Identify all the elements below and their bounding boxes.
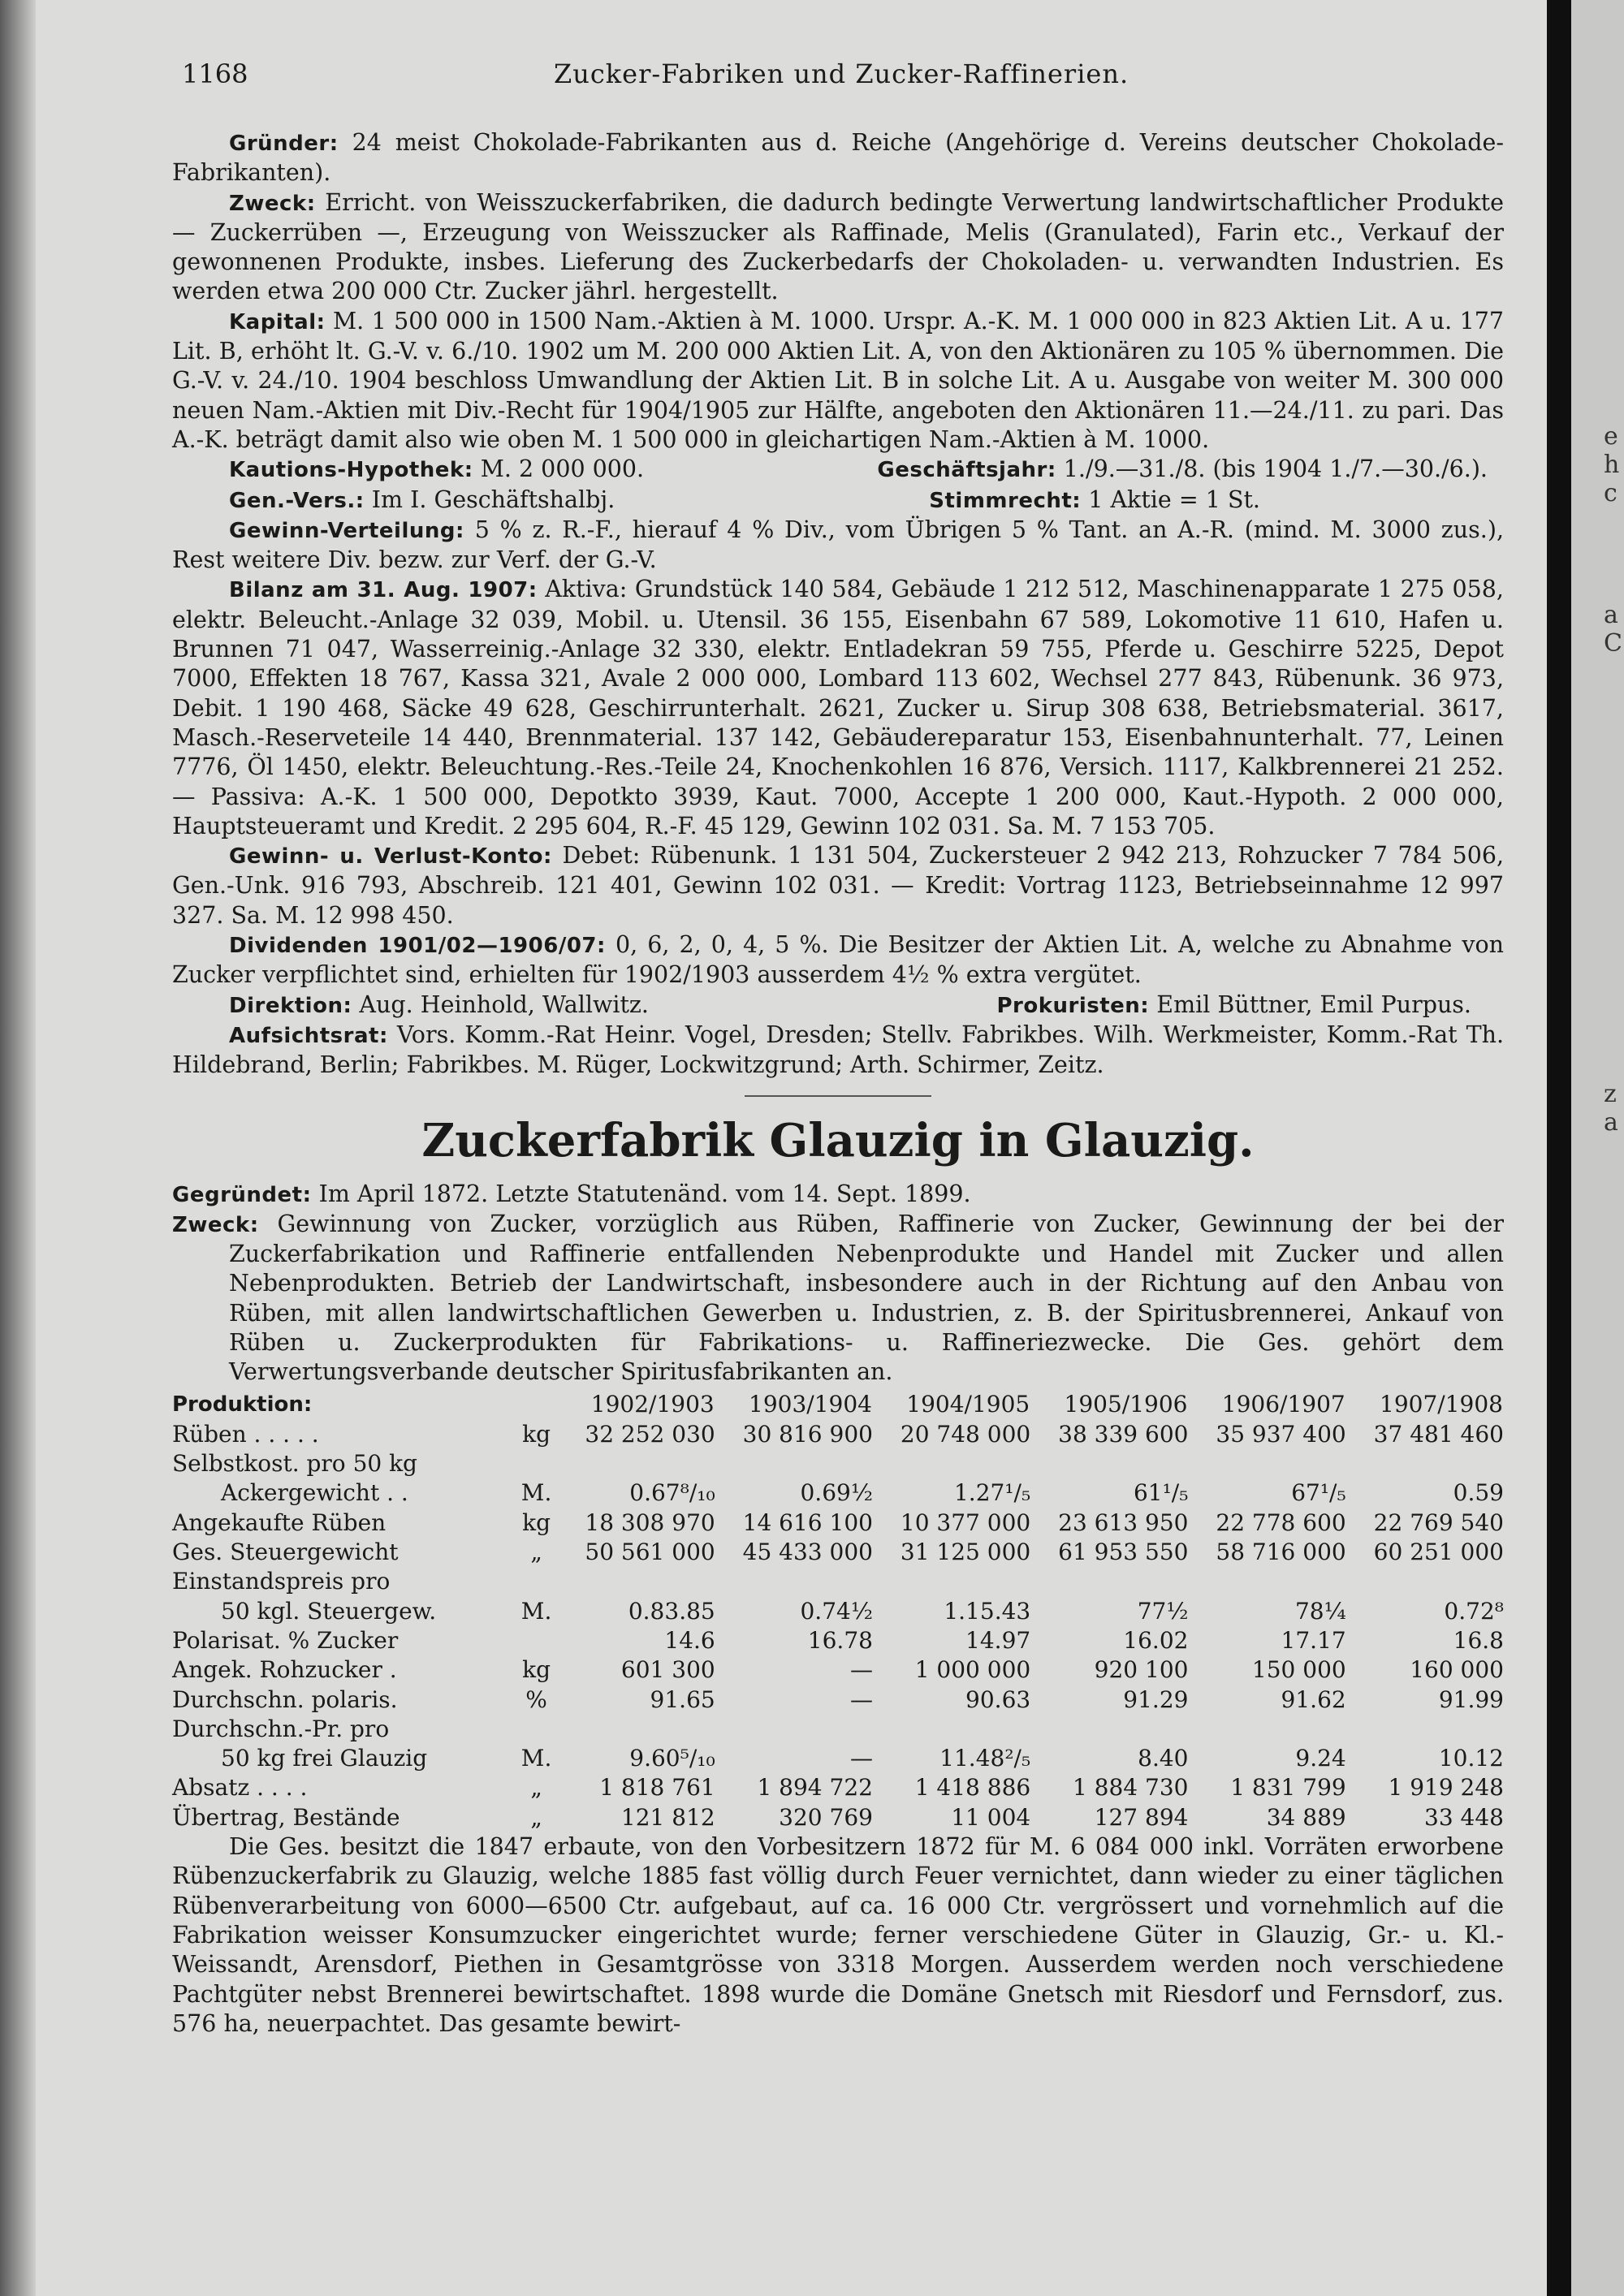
row-value: 1 884 730 <box>1072 1774 1189 1802</box>
row-value: 20 748 000 <box>900 1420 1031 1448</box>
kapital-text: M. 1 500 000 in 1500 Nam.-Aktien à M. 1000. Urspr. A.-K. M. 1 000 000 in 823 Aktien Lit. A u. 177 Lit. B, erhöht lt. G.-V. v. 6./10. 1902 um M. 200 000 Aktien Lit. A, von den Aktionären zu 105 % übernommen. Die G.-V. v. 24./10. 1904 beschloss Umwandlung der Aktien Lit. B in solche Lit. A u. Ausgabe von weiter M. 300 000 neuen Nam.-Aktien mit Div.-Recht für 1904/1905 zur Hälfte, angeboten den Aktionären 11.—24./11. zu pari. Das A.-K. beträgt damit also wie oben M. 1 500 000 in gleichartigen Nam.-Aktien à M. 1000. <box>172 307 1504 453</box>
produktion-row <box>172 1420 1504 1449</box>
produktion-row <box>172 1478 1504 1508</box>
row-unit: kg <box>522 1420 551 1448</box>
row-label: Übertrag, Bestände <box>172 1803 400 1831</box>
row-value <box>1188 1715 1345 1744</box>
row-value: 22 769 540 <box>1373 1508 1504 1536</box>
direktion-prokuristen-row <box>172 990 1504 1021</box>
row-value: 38 339 600 <box>1058 1420 1189 1448</box>
facing-page-fragment: e <box>1604 422 1618 451</box>
row-value: 10 377 000 <box>900 1508 1031 1536</box>
row-value: 78¼ <box>1294 1597 1346 1625</box>
row-value: 10.12 <box>1438 1745 1504 1772</box>
produktion-row <box>172 1508 1504 1538</box>
facing-page-fragment: a <box>1604 601 1618 629</box>
running-header <box>172 58 1504 91</box>
row-value <box>557 1715 715 1744</box>
row-value: 32 252 030 <box>585 1420 715 1448</box>
row-value: 16.78 <box>807 1626 873 1654</box>
row-value: 1 418 886 <box>914 1774 1031 1802</box>
row-value: 23 613 950 <box>1058 1508 1189 1536</box>
row-value: 91.99 <box>1438 1685 1504 1713</box>
year-header: 1902/1903 <box>590 1390 715 1418</box>
row-label: Ges. Steuergewicht <box>172 1539 399 1566</box>
running-title: Zucker-Fabriken und Zucker-Raffinerien. <box>554 58 1129 89</box>
dividenden-paragraph <box>172 930 1504 990</box>
row-value: 34 889 <box>1266 1803 1346 1831</box>
row-value <box>557 1567 715 1596</box>
row-value: 1 919 248 <box>1388 1774 1504 1802</box>
row-unit: M. <box>520 1745 552 1772</box>
kautions-text: M. 2 000 000. <box>480 455 645 483</box>
row-value <box>1346 1567 1504 1596</box>
prokuristen-text: Emil Büttner, Emil Purpus. <box>1156 990 1471 1018</box>
stimmrecht-label: Stimmrecht: <box>929 488 1082 513</box>
row-value <box>873 1567 1030 1596</box>
row-value: 9.60⁵/₁₀ <box>629 1745 715 1772</box>
row-unit <box>516 1626 558 1655</box>
gegruendet-label: Gegründet: <box>172 1182 312 1207</box>
prokuristen-item <box>996 990 1471 1021</box>
row-value: 77½ <box>1137 1597 1189 1625</box>
row-label: Rüben . . . . . <box>172 1420 319 1448</box>
row-value: 18 308 970 <box>585 1508 715 1536</box>
direktion-text: Aug. Heinhold, Wallwitz. <box>359 990 649 1018</box>
row-label: Polarisat. % Zucker <box>172 1626 399 1654</box>
row-label: 50 kg frei Glauzig <box>221 1745 428 1772</box>
row-unit: „ <box>530 1803 542 1831</box>
row-value: 601 300 <box>620 1656 715 1684</box>
dividenden-text: 0, 6, 2, 0, 4, 5 %. Die Besitzer der Aktien Lit. A, welche zu Abnahme von Zucker verpflichtet sind, erhielten für 1902/1903 ausserdem 4½ % extra vergütet. <box>172 931 1504 989</box>
row-value: 1.27¹/₅ <box>953 1479 1031 1507</box>
row-value: 16.02 <box>1123 1626 1189 1654</box>
row-value: 0.74½ <box>800 1597 873 1625</box>
row-value: — <box>849 1685 873 1713</box>
page-left-edge-shadow <box>0 0 36 2296</box>
genvers-stimmrecht-row <box>172 486 1504 516</box>
page-number: 1168 <box>182 58 248 89</box>
row-value: 61 953 550 <box>1058 1539 1189 1566</box>
company-heading: Zuckerfabrik Glauzig in Glauzig. <box>421 1113 1255 1167</box>
produktion-row <box>172 1773 1504 1802</box>
aufsichtsrat-paragraph <box>172 1021 1504 1081</box>
produktion-row <box>172 1626 1504 1655</box>
genvers-label: Gen.-Vers.: <box>229 488 365 513</box>
produktion-label: Produktion: <box>172 1392 313 1417</box>
row-value: 0.59 <box>1453 1479 1504 1507</box>
gruender-text: 24 meist Chokolade-Fabrikanten aus d. Reiche (Angehörige d. Vereins deutscher Chokolade-Fabrikanten). <box>172 129 1504 187</box>
guv-label: Gewinn- u. Verlust-Konto: <box>229 844 552 870</box>
row-value: 50 561 000 <box>585 1539 715 1566</box>
row-value: 920 100 <box>1094 1656 1189 1684</box>
row-value: 67¹/₅ <box>1291 1479 1346 1507</box>
genvers-text: Im I. Geschäftshalbj. <box>371 486 615 513</box>
row-unit <box>516 1715 558 1744</box>
row-value: 16.8 <box>1453 1626 1504 1654</box>
row-unit: „ <box>530 1539 542 1566</box>
geschaeftsjahr-item <box>877 455 1488 485</box>
genvers-item <box>229 486 615 516</box>
row-value: 11 004 <box>951 1803 1031 1831</box>
row-unit: kg <box>522 1656 551 1684</box>
row-unit <box>516 1449 558 1478</box>
facing-page-fragment: h <box>1604 451 1620 479</box>
bilanz-label: Bilanz am 31. Aug. 1907: <box>229 578 538 603</box>
row-value: 160 000 <box>1410 1656 1504 1684</box>
row-value <box>1030 1449 1188 1478</box>
aufsichtsrat-label: Aufsichtsrat: <box>229 1023 388 1048</box>
row-value: 0.69½ <box>800 1479 873 1507</box>
row-label: Angek. Rohzucker . <box>172 1656 397 1684</box>
produktion-label-cell <box>172 1389 516 1420</box>
row-value: 0.67⁸/₁₀ <box>629 1479 715 1507</box>
gewinn-verteilung-label: Gewinn-Verteilung: <box>229 518 464 543</box>
facing-page-fragment: z <box>1604 1080 1617 1108</box>
book-binding-gutter <box>1547 0 1571 2296</box>
produktion-row <box>172 1655 1504 1685</box>
row-value: 33 448 <box>1424 1803 1504 1831</box>
row-label: Durchschn. polaris. <box>172 1685 398 1713</box>
row-value: 0.72⁸ <box>1444 1597 1504 1625</box>
direktion-label: Direktion: <box>229 993 352 1018</box>
zweck2-label: Zweck: <box>172 1212 259 1237</box>
geschaeftsjahr-label: Geschäftsjahr: <box>877 458 1056 483</box>
zweck-paragraph <box>172 188 1504 307</box>
kautions-label: Kautions-Hypothek: <box>229 458 473 483</box>
main-text <box>172 128 1504 2039</box>
row-unit: M. <box>520 1597 552 1625</box>
facing-page-fragment: c <box>1604 479 1618 507</box>
geschaeftsjahr-text: 1./9.—31./8. (bis 1904 1./7.—30./6.). <box>1063 455 1488 483</box>
kapital-paragraph <box>172 307 1504 455</box>
row-value: 8.40 <box>1138 1745 1189 1772</box>
produktion-row <box>172 1685 1504 1715</box>
row-value: 90.63 <box>965 1685 1031 1713</box>
row-label: 50 kgl. Steuergew. <box>221 1597 437 1625</box>
row-value: 91.29 <box>1123 1685 1189 1713</box>
row-value <box>1346 1715 1504 1744</box>
prokuristen-label: Prokuristen: <box>996 993 1150 1018</box>
row-label: Absatz . . . . <box>172 1774 308 1802</box>
year-header: 1904/1905 <box>906 1390 1030 1418</box>
row-value <box>1030 1567 1188 1596</box>
kautions-item <box>229 455 644 485</box>
row-value <box>715 1715 873 1744</box>
row-value <box>873 1715 1030 1744</box>
bilanz-text: Aktiva: Grundstück 140 584, Gebäude 1 212 512, Maschinenapparate 1 275 058, elektr. Beleucht.-Anlage 32 039, Mobil. u. Utensil. 36 155, Eisenbahn 67 589, Lokomotive 11 610, Hafen u. Brunnen 71 047, Wasserreinig.-Anlage 32 330, elektr. Entladekran 59 755, Pferde u. Geschirre 5225, Depot 7000, Effekten 18 767, Kassa 321, Avale 2 000 000, Lombard 113 602, Wechsel 277 843, Rübenunk. 36 973, Debit. 1 190 468, Säcke 49 628, Geschirrunterhalt. 2621, Zucker u. Sirup 308 638, Betriebsmaterial. 3617, Masch.-Reserveteile 14 440, Brennmaterial. 137 142, Gebäudereparatur 153, Eisenbahnunterhalt. 77, Leinen 7776, Öl 1450, elektr. Beleuchtung.-Res.-Teile 24, Knochenkohlen 16 876, Versich. 1117, Kalkbrennerei 21 252. — Passiva: A.-K. 1 500 000, Depotkto 3939, Kaut. 7000, Accepte 1 200 000, Kaut.-Hypoth. 2 000 000, Hauptsteueramt und Kredit. 2 295 604, R.-F. 45 129, Gewinn 102 031. Sa. M. 7 153 705. <box>172 576 1504 839</box>
year-header: 1907/1908 <box>1380 1390 1503 1418</box>
zweck2-text: Gewinnung von Zucker, vorzüglich aus Rüben, Raffinerie von Zucker, Gewinnung der bei der Zuckerfabrikation und Raffinerie entfallenden Nebenprodukte und Handel mit Zucker und allen Nebenprodukten. Betrieb der Landwirtschaft, insbesondere auch in der Richtung auf den Anbau von Rüben, mit allen landwirtschaftlichen Gewerben u. Industrien, z. B. der Spiritusbrennerei, Ankauf von Rüben u. Zuckerprodukten für Fabrikations- u. Raffineriezwecke. Die Ges. gehört dem Verwertungsverbande deutscher Spiritusfabrikanten an. <box>229 1210 1505 1386</box>
row-value: 22 778 600 <box>1216 1508 1346 1536</box>
zweck-text: Erricht. von Weisszuckerfabriken, die dadurch bedingte Verwertung landwirtschaftlicher Produkte — Zuckerrüben —, Erzeugung von Weisszucker als Raffinade, Melis (Granulated), Farin etc., Verkauf der gewonnenen Produkte, insbes. Lieferung des Zuckerbedarfs der Chokoladen- u. verwandten Industrien. Es werden etwa 200 000 Ctr. Zucker jährl. hergestellt. <box>172 188 1504 305</box>
row-value <box>1030 1715 1188 1744</box>
row-label: Angekaufte Rüben <box>172 1508 387 1536</box>
row-unit: % <box>525 1685 547 1713</box>
guv-paragraph <box>172 841 1504 930</box>
closing-paragraph: Die Ges. besitzt die 1847 erbaute, von den Vorbesitzern 1872 für M. 6 084 000 inkl. Vorräten erworbene Rübenzuckerfabrik zu Glauzig, welche 1885 fast völlig durch Feuer vernichtet, dann wieder zu einer täglichen Rübenverarbeitung von 6000—6500 Ctr. aufgebaut, auf ca. 16 000 Ctr. vergrössert und vornehmlich auf die Fabrikation weisser Konsumzucker eingerichtet wurde; ferner verschiedene Güter in Glauzig, Gr.- u. Kl.-Weissandt, Arensdorf, Piethen in Gesamtgrösse von 3318 Morgen. Ausserdem werden noch verschiedene Pachtgüter nebst Brennerei bewirtschaftet. 1898 wurde die Domäne Gnetsch mit Riesdorf und Fernsdorf, zus. 576 ha, neuerpachtet. Das gesamte bewirt- <box>172 1833 1504 2037</box>
row-value: — <box>849 1745 873 1772</box>
facing-page-fragment: C <box>1604 629 1622 658</box>
row-value: 60 251 000 <box>1373 1539 1504 1566</box>
gewinn-verteilung-text: 5 % z. R.-F., hierauf 4 % Div., vom Übrigen 5 % Tant. an A.-R. (mind. M. 3000 zus.), Rest weitere Div. bezw. zur Verf. der G.-V. <box>172 516 1504 574</box>
row-value <box>873 1449 1030 1478</box>
row-value: 14.6 <box>664 1626 715 1654</box>
row-value <box>715 1449 873 1478</box>
row-value: 61¹/₅ <box>1133 1479 1189 1507</box>
row-value: 1 894 722 <box>757 1774 873 1802</box>
row-value: 91.65 <box>650 1685 715 1713</box>
row-unit: M. <box>520 1479 552 1507</box>
row-value: 17.17 <box>1281 1626 1346 1654</box>
kapital-label: Kapital: <box>229 309 326 334</box>
facing-page-fragment: a <box>1604 1108 1618 1137</box>
gegruendet-paragraph <box>172 1180 1504 1210</box>
row-unit: kg <box>522 1508 551 1536</box>
dividenden-label: Dividenden 1901/02—1906/07: <box>229 934 606 959</box>
produktion-row <box>172 1597 1504 1626</box>
year-header: 1906/1907 <box>1221 1390 1345 1418</box>
year-header: 1903/1904 <box>749 1390 872 1418</box>
row-unit: „ <box>530 1774 542 1802</box>
year-header: 1905/1906 <box>1064 1390 1188 1418</box>
row-value <box>1188 1567 1345 1596</box>
row-value: 58 716 000 <box>1216 1539 1346 1566</box>
row-value: 1 831 799 <box>1230 1774 1346 1802</box>
produktion-row <box>172 1803 1504 1832</box>
row-value <box>715 1567 873 1596</box>
gegruendet-text: Im April 1872. Letzte Statutenänd. vom 14. Sept. 1899. <box>318 1180 971 1207</box>
row-value: 150 000 <box>1251 1656 1346 1684</box>
produktion-row <box>172 1715 1504 1744</box>
row-value: 1 000 000 <box>914 1656 1031 1684</box>
row-value: 35 937 400 <box>1216 1420 1346 1448</box>
produktion-header-row <box>172 1389 1504 1420</box>
row-value: 0.83.85 <box>628 1597 715 1625</box>
row-label: Selbstkost. pro 50 kg <box>172 1450 417 1478</box>
row-value: 31 125 000 <box>900 1539 1031 1566</box>
row-value: 9.24 <box>1295 1745 1346 1772</box>
zweck-label: Zweck: <box>229 191 316 216</box>
row-value: 45 433 000 <box>742 1539 873 1566</box>
row-value: 30 816 900 <box>742 1420 873 1448</box>
produktion-row <box>172 1567 1504 1596</box>
gruender-paragraph <box>172 128 1504 188</box>
row-value: 14 616 100 <box>742 1508 873 1536</box>
row-value <box>557 1449 715 1478</box>
row-value: 320 769 <box>779 1803 873 1831</box>
produktion-table <box>172 1389 1504 1832</box>
row-value: 11.48²/₅ <box>939 1745 1031 1772</box>
gewinn-verteilung-paragraph <box>172 516 1504 576</box>
produktion-row <box>172 1538 1504 1567</box>
row-unit <box>516 1567 558 1596</box>
guv-text: Debet: Rübenunk. 1 131 504, Zuckersteuer 2 942 213, Rohzucker 7 784 506, Gen.-Unk. 916 793, Abschreib. 121 401, Gewinn 102 031. — Kredit: Vortrag 1123, Betriebseinnahme 12 997 327. Sa. M. 12 998 450. <box>172 842 1505 929</box>
row-value: — <box>849 1656 873 1684</box>
bilanz-paragraph <box>172 575 1504 841</box>
kautions-geschaeftsjahr-row <box>172 455 1504 485</box>
produktion-table-body <box>172 1420 1504 1832</box>
row-value: 121 812 <box>620 1803 715 1831</box>
row-value: 91.62 <box>1281 1685 1346 1713</box>
row-value: 14.97 <box>965 1626 1031 1654</box>
facing-page-strip <box>1571 0 1624 2296</box>
gruender-label: Gründer: <box>229 132 339 156</box>
direktion-item <box>229 990 649 1021</box>
zweck2-paragraph <box>172 1210 1504 1388</box>
stimmrecht-text: 1 Aktie = 1 St. <box>1088 486 1260 513</box>
produktion-row <box>172 1744 1504 1773</box>
produktion-row <box>172 1449 1504 1478</box>
section-divider <box>745 1095 931 1097</box>
row-value: 1 818 761 <box>599 1774 715 1802</box>
row-value <box>1188 1449 1345 1478</box>
row-value: 37 481 460 <box>1373 1420 1504 1448</box>
row-value: 1.15.43 <box>944 1597 1031 1625</box>
row-value: 127 894 <box>1094 1803 1189 1831</box>
row-label: Einstandspreis pro <box>172 1568 391 1595</box>
stimmrecht-item <box>929 486 1260 516</box>
row-value <box>1346 1449 1504 1478</box>
row-label: Durchschn.-Pr. pro <box>172 1715 390 1742</box>
aufsichtsrat-text: Vors. Komm.-Rat Heinr. Vogel, Dresden; Stellv. Fabrikbes. Wilh. Werkmeister, Komm.-Rat Th. Hildebrand, Berlin; Fabrikbes. M. Rüger, Lockwitzgrund; Arth. Schirmer, Zeitz. <box>172 1021 1505 1079</box>
row-label: Ackergewicht . . <box>221 1479 408 1507</box>
